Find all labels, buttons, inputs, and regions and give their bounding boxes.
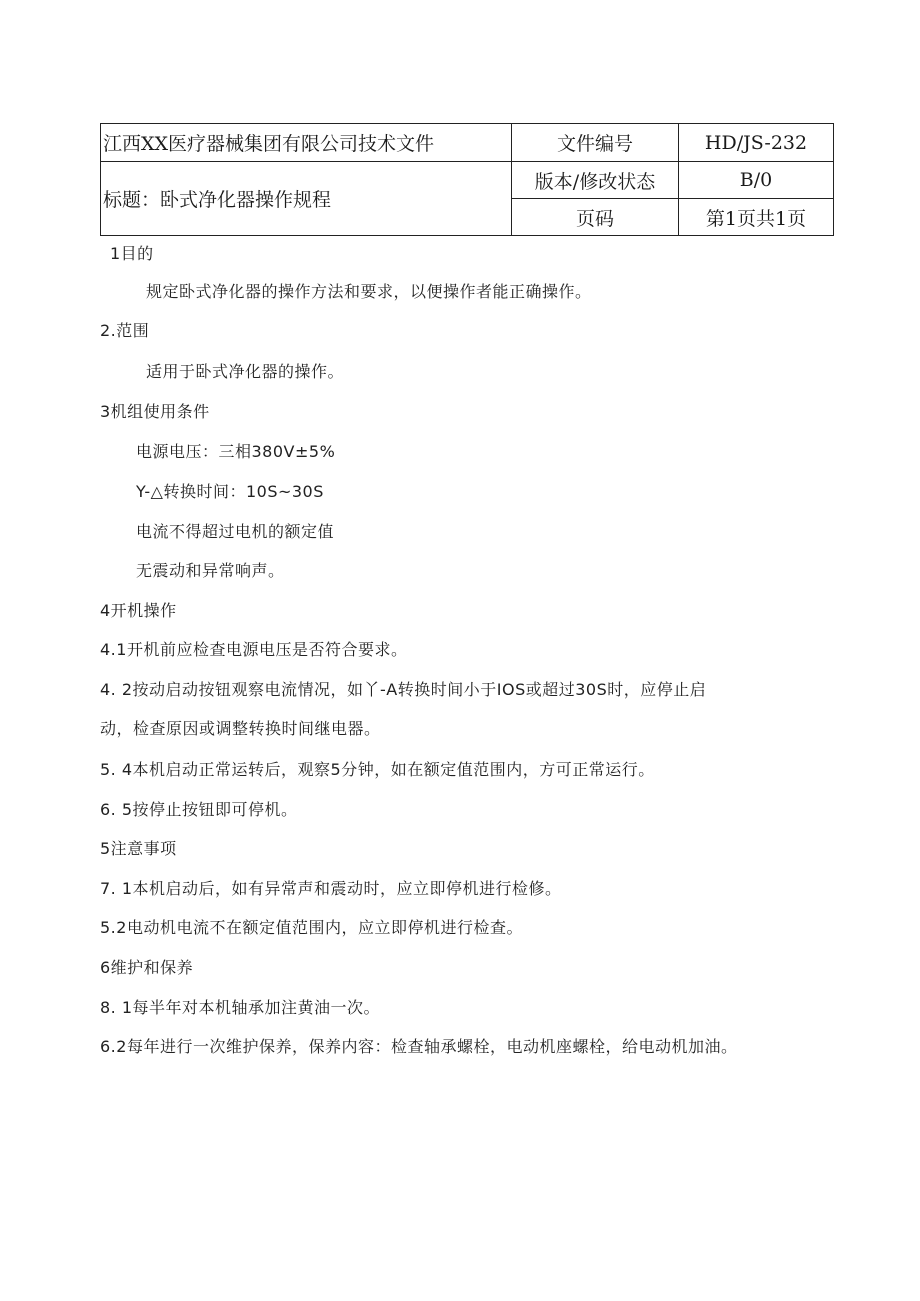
section-1-text: 规定卧式净化器的操作方法和要求，以便操作者能正确操作。 <box>146 282 592 301</box>
document-header-table <box>100 123 834 236</box>
document-title: 标题：卧式净化器操作规程 <box>101 162 512 236</box>
step-4-4: 6. 5按停止按钮即可停机。 <box>100 800 298 819</box>
note-5-1: 7. 1本机启动后，如有异常声和震动时，应立即停机进行检修。 <box>100 879 562 898</box>
step-4-1: 4.1开机前应检查电源电压是否符合要求。 <box>100 640 408 659</box>
section-3-heading: 3机组使用条件 <box>100 402 210 421</box>
section-2-heading: 2.范围 <box>100 321 150 340</box>
version-value: B/0 <box>679 162 834 199</box>
condition-item: Y-△转换时间：10S~30S <box>136 482 324 501</box>
maintenance-6-2: 6.2每年进行一次维护保养，保养内容：检查轴承螺栓，电动机座螺栓，给电动机加油。 <box>100 1037 738 1056</box>
section-4-heading: 4开机操作 <box>100 601 177 620</box>
section-5-heading: 5注意事项 <box>100 839 177 858</box>
section-1-heading: 1目的 <box>110 244 154 263</box>
note-5-2: 5.2电动机电流不在额定值范围内，应立即停机进行检查。 <box>100 918 523 937</box>
step-4-3: 5. 4本机启动正常运转后，观察5分钟，如在额定值范围内，方可正常运行。 <box>100 760 655 779</box>
document-number-label: 文件编号 <box>512 124 679 162</box>
section-2-text: 适用于卧式净化器的操作。 <box>146 362 345 381</box>
page-value: 第1页共1页 <box>679 199 834 236</box>
version-label: 版本/修改状态 <box>512 162 679 199</box>
step-4-2-line-1: 4. 2按动启动按钮观察电流情况，如丫-A转换时间小于IOS或超过30S时，应停止启 <box>100 680 707 699</box>
step-4-2-line-2: 动，检查原因或调整转换时间继电器。 <box>100 719 381 738</box>
document-number-value: HD/JS-232 <box>679 124 834 162</box>
condition-item: 无震动和异常响声。 <box>136 561 285 580</box>
condition-item: 电源电压：三相380V±5% <box>136 442 336 461</box>
section-6-heading: 6维护和保养 <box>100 958 194 977</box>
company-document-label: 江西XX医疗器械集团有限公司技术文件 <box>101 124 512 162</box>
page-label: 页码 <box>512 199 679 236</box>
maintenance-6-1: 8. 1每半年对本机轴承加注黄油一次。 <box>100 998 381 1017</box>
condition-item: 电流不得超过电机的额定值 <box>136 522 335 541</box>
